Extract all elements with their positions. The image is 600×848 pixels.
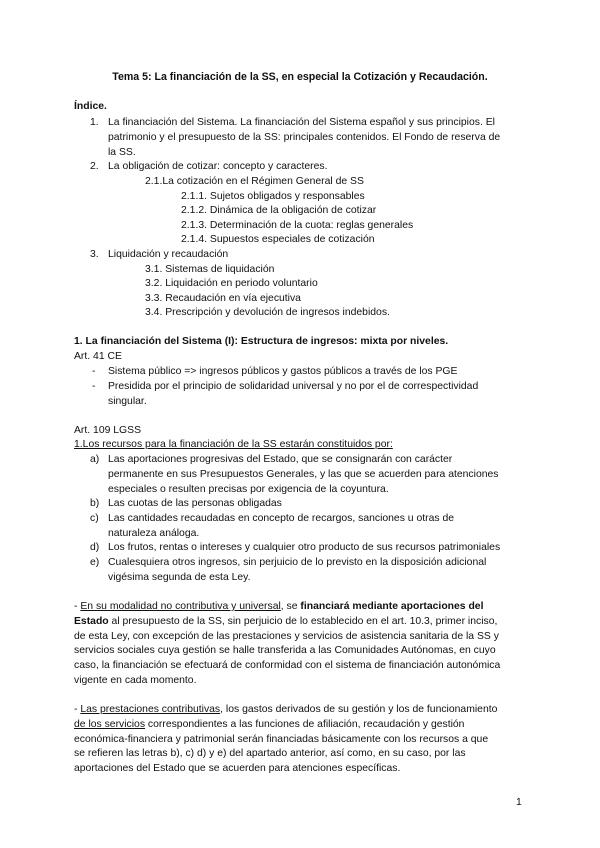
index-item: 2.1.La cotización en el Régimen General de SS xyxy=(145,176,364,187)
para-line: económica-financiera y patrimonial serán financiadas básicamente con los recursos a que xyxy=(74,733,489,745)
dash-item xyxy=(108,380,478,410)
index-item: 2.1.4. Supuestos especiales de cotización xyxy=(181,234,375,245)
article-ref: Art. 109 LGSS xyxy=(74,425,141,436)
dash-bullet: - xyxy=(92,366,96,377)
dash-text: - xyxy=(74,704,81,715)
index-num: 2. xyxy=(90,161,99,172)
para-line: de esta Ley, con excepción de las prestaciones y servicios de asistencia sanitaria de la SS y xyxy=(74,630,499,642)
index-item: Liquidación y recaudación xyxy=(108,249,229,260)
letter-line: Cualesquiera otros ingresos, sin perjuicio de lo previsto en la disposición adicional xyxy=(108,557,487,568)
bold-text: financiará mediante aportaciones del xyxy=(300,601,484,612)
bold-text: Estado xyxy=(74,615,109,627)
letter-line: Las aportaciones progresivas del Estado, que se consignarán con carácter xyxy=(108,454,453,465)
underlined-text: de los servicios xyxy=(74,718,146,730)
letter-label: c) xyxy=(90,513,99,524)
plain-text: correspondientes a las funciones de afiliación, recaudación y gestión xyxy=(145,718,465,730)
dash-line: Presidida por el principio de solidaridad universal y no por el de correspectividad xyxy=(108,381,479,392)
dash-bullet: - xyxy=(92,381,96,392)
index-item: 2.1.2. Dinámica de la obligación de cotizar xyxy=(181,205,377,216)
index-item: 3.2. Liquidación en periodo voluntario xyxy=(145,278,318,289)
para-line: servicios sociales cuya gestión se halle transferida a las Comunidades Autónomas, en cuyo xyxy=(74,645,496,657)
index-item: La obligación de cotizar: concepto y caracteres. xyxy=(108,161,328,172)
plain-text: al presupuesto de la SS, sin perjuicio de lo establecido en el art. 10.3, primer inciso, xyxy=(108,615,498,627)
article-ref: Art. 41 CE xyxy=(74,351,122,362)
letter-line: vigésima segunda de esta Ley. xyxy=(108,571,251,583)
underlined-text: En su modalidad no contributiva y universal xyxy=(80,601,281,612)
dash-item: Sistema público => ingresos públicos y gastos públicos a través de los PGE xyxy=(108,366,458,377)
paragraph-contributivas xyxy=(74,703,534,777)
index-num: 3. xyxy=(90,249,99,260)
index-line: La financiación del Sistema. La financiación del Sistema español y sus principios. El xyxy=(108,117,495,128)
para-line xyxy=(74,615,534,630)
index-item: 3.4. Prescripción y devolución de ingresos indebidos. xyxy=(145,307,390,318)
index-item: 3.1. Sistemas de liquidación xyxy=(145,264,275,275)
letter-label: a) xyxy=(90,454,100,465)
paragraph-no-contributiva xyxy=(74,600,534,689)
letter-item: Las cuotas de las personas obligadas xyxy=(108,498,282,509)
letter-label: e) xyxy=(90,557,100,568)
letter-label: d) xyxy=(90,542,100,553)
index-item: 2.1.3. Determinación de la cuota: reglas generales xyxy=(181,220,414,231)
underlined-text: Las prestaciones contributivas xyxy=(80,704,221,715)
dash-text: - xyxy=(74,601,81,612)
para-line: caso, la financiación se efectuará de conformidad con el sistema de financiación autonómica xyxy=(74,660,501,672)
page-title: Tema 5: La financiación de la SS, en especial la Cotización y Recaudación. xyxy=(112,71,488,83)
page-number: 1 xyxy=(516,797,522,808)
index-line: patrimonio y el presupuesto de la SS: principales contenidos. El Fondo de reserva de xyxy=(108,131,501,143)
recursos-intro: 1.Los recursos para la financiación de la SS estarán constituidos por: xyxy=(74,439,393,450)
index-line: la SS. xyxy=(108,146,136,158)
para-line xyxy=(74,718,534,733)
para-line xyxy=(74,600,534,615)
letter-line: naturaleza análoga. xyxy=(108,527,200,539)
plain-text: , se xyxy=(280,601,301,612)
letter-item xyxy=(108,556,486,586)
section-heading: 1. La financiación del Sistema (I): Estructura de ingresos: mixta por niveles. xyxy=(74,336,449,347)
letter-line: especiales o resulten precisas por exigencia de la coyuntura. xyxy=(108,483,389,495)
letter-line: Las cantidades recaudadas en concepto de recargos, sanciones u otras de xyxy=(108,513,455,524)
letter-line: permanente en sus Presupuestos Generales, y las que se acuerden para atenciones xyxy=(108,468,499,480)
letter-item xyxy=(108,453,498,497)
letter-item xyxy=(108,512,454,542)
index-item: 3.3. Recaudación en vía ejecutiva xyxy=(145,293,301,304)
dash-line: singular. xyxy=(108,395,147,407)
plain-text: , los gastos derivados de su gestión y los de funcionamiento xyxy=(220,704,498,715)
letter-item: Los frutos, rentas o intereses y cualquier otro producto de sus recursos patrimoniales xyxy=(108,542,501,553)
para-line: aportaciones del Estado que se acuerden para atenciones específicas. xyxy=(74,763,401,775)
index-heading: Índice. xyxy=(74,101,107,112)
index-num: 1. xyxy=(90,117,99,128)
para-line: se refieren las letras b), c) d) y e) del apartado anterior, así como, en su caso, por las xyxy=(74,748,466,760)
para-line: vigente en cada momento. xyxy=(74,674,197,686)
index-item: 2.1.1. Sujetos obligados y responsables xyxy=(181,191,365,202)
para-line xyxy=(74,703,534,718)
letter-label: b) xyxy=(90,498,100,509)
index-item xyxy=(108,116,500,160)
